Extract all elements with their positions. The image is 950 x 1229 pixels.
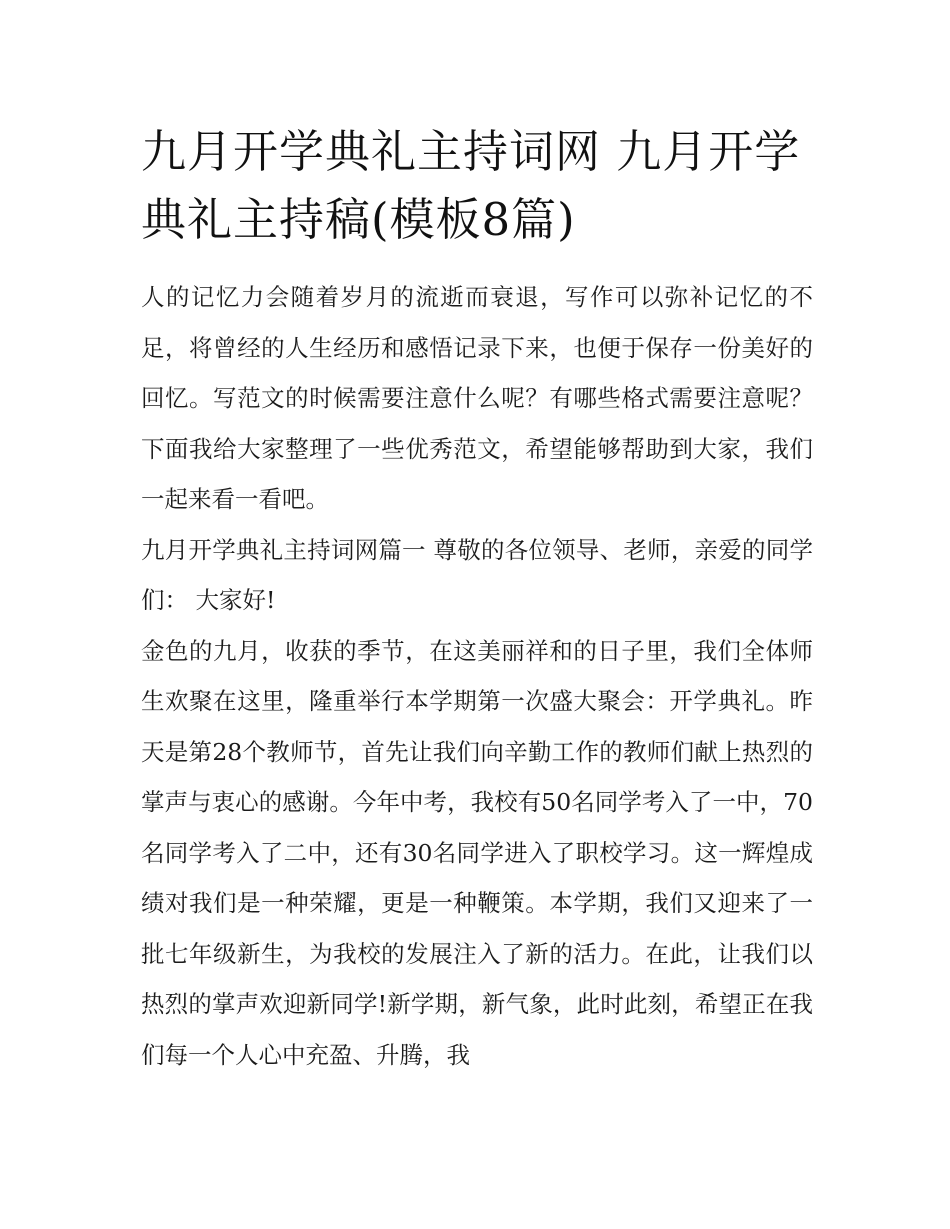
paragraph-intro: 人的记忆力会随着岁月的流逝而衰退，写作可以弥补记忆的不足，将曾经的人生经历和感悟记录下来，也便于保存一份美好的回忆。写范文的时候需要注意什么呢？有哪些格式需要注意呢？下面我给大家整理了一些优秀范文，希望能够帮助到大家，我们一起来看一看吧。 [141, 283, 813, 513]
document-body [141, 272, 813, 1080]
paragraph-greeting: 九月开学典礼主持词网篇一 尊敬的各位领导、老师，亲爱的同学们： 大家好! [141, 535, 813, 614]
document-title: 九月开学典礼主持词网 九月开学典礼主持稿(模板8篇) [141, 125, 801, 246]
paragraph-main: 金色的九月，收获的季节，在这美丽祥和的日子里，我们全体师生欢聚在这里，隆重举行本学期第一次盛大聚会：开学典礼。昨天是第28个教师节，首先让我们向辛勤工作的教师们献上热烈的掌声与衷心的感谢。今年中考，我校有50名同学考入了一中，70名同学考入了二中，还有30名同学进入了职校学习。这一辉煌成绩对我们是一种荣耀，更是一种鞭策。本学期，我们又迎来了一批七年级新生，为我校的发展注入了新的活力。在此，让我们以热烈的掌声欢迎新同学!新学期，新气象，此时此刻，希望正在我们每一个人心中充盈、升腾，我 [141, 636, 813, 1069]
document-page [141, 118, 813, 1080]
